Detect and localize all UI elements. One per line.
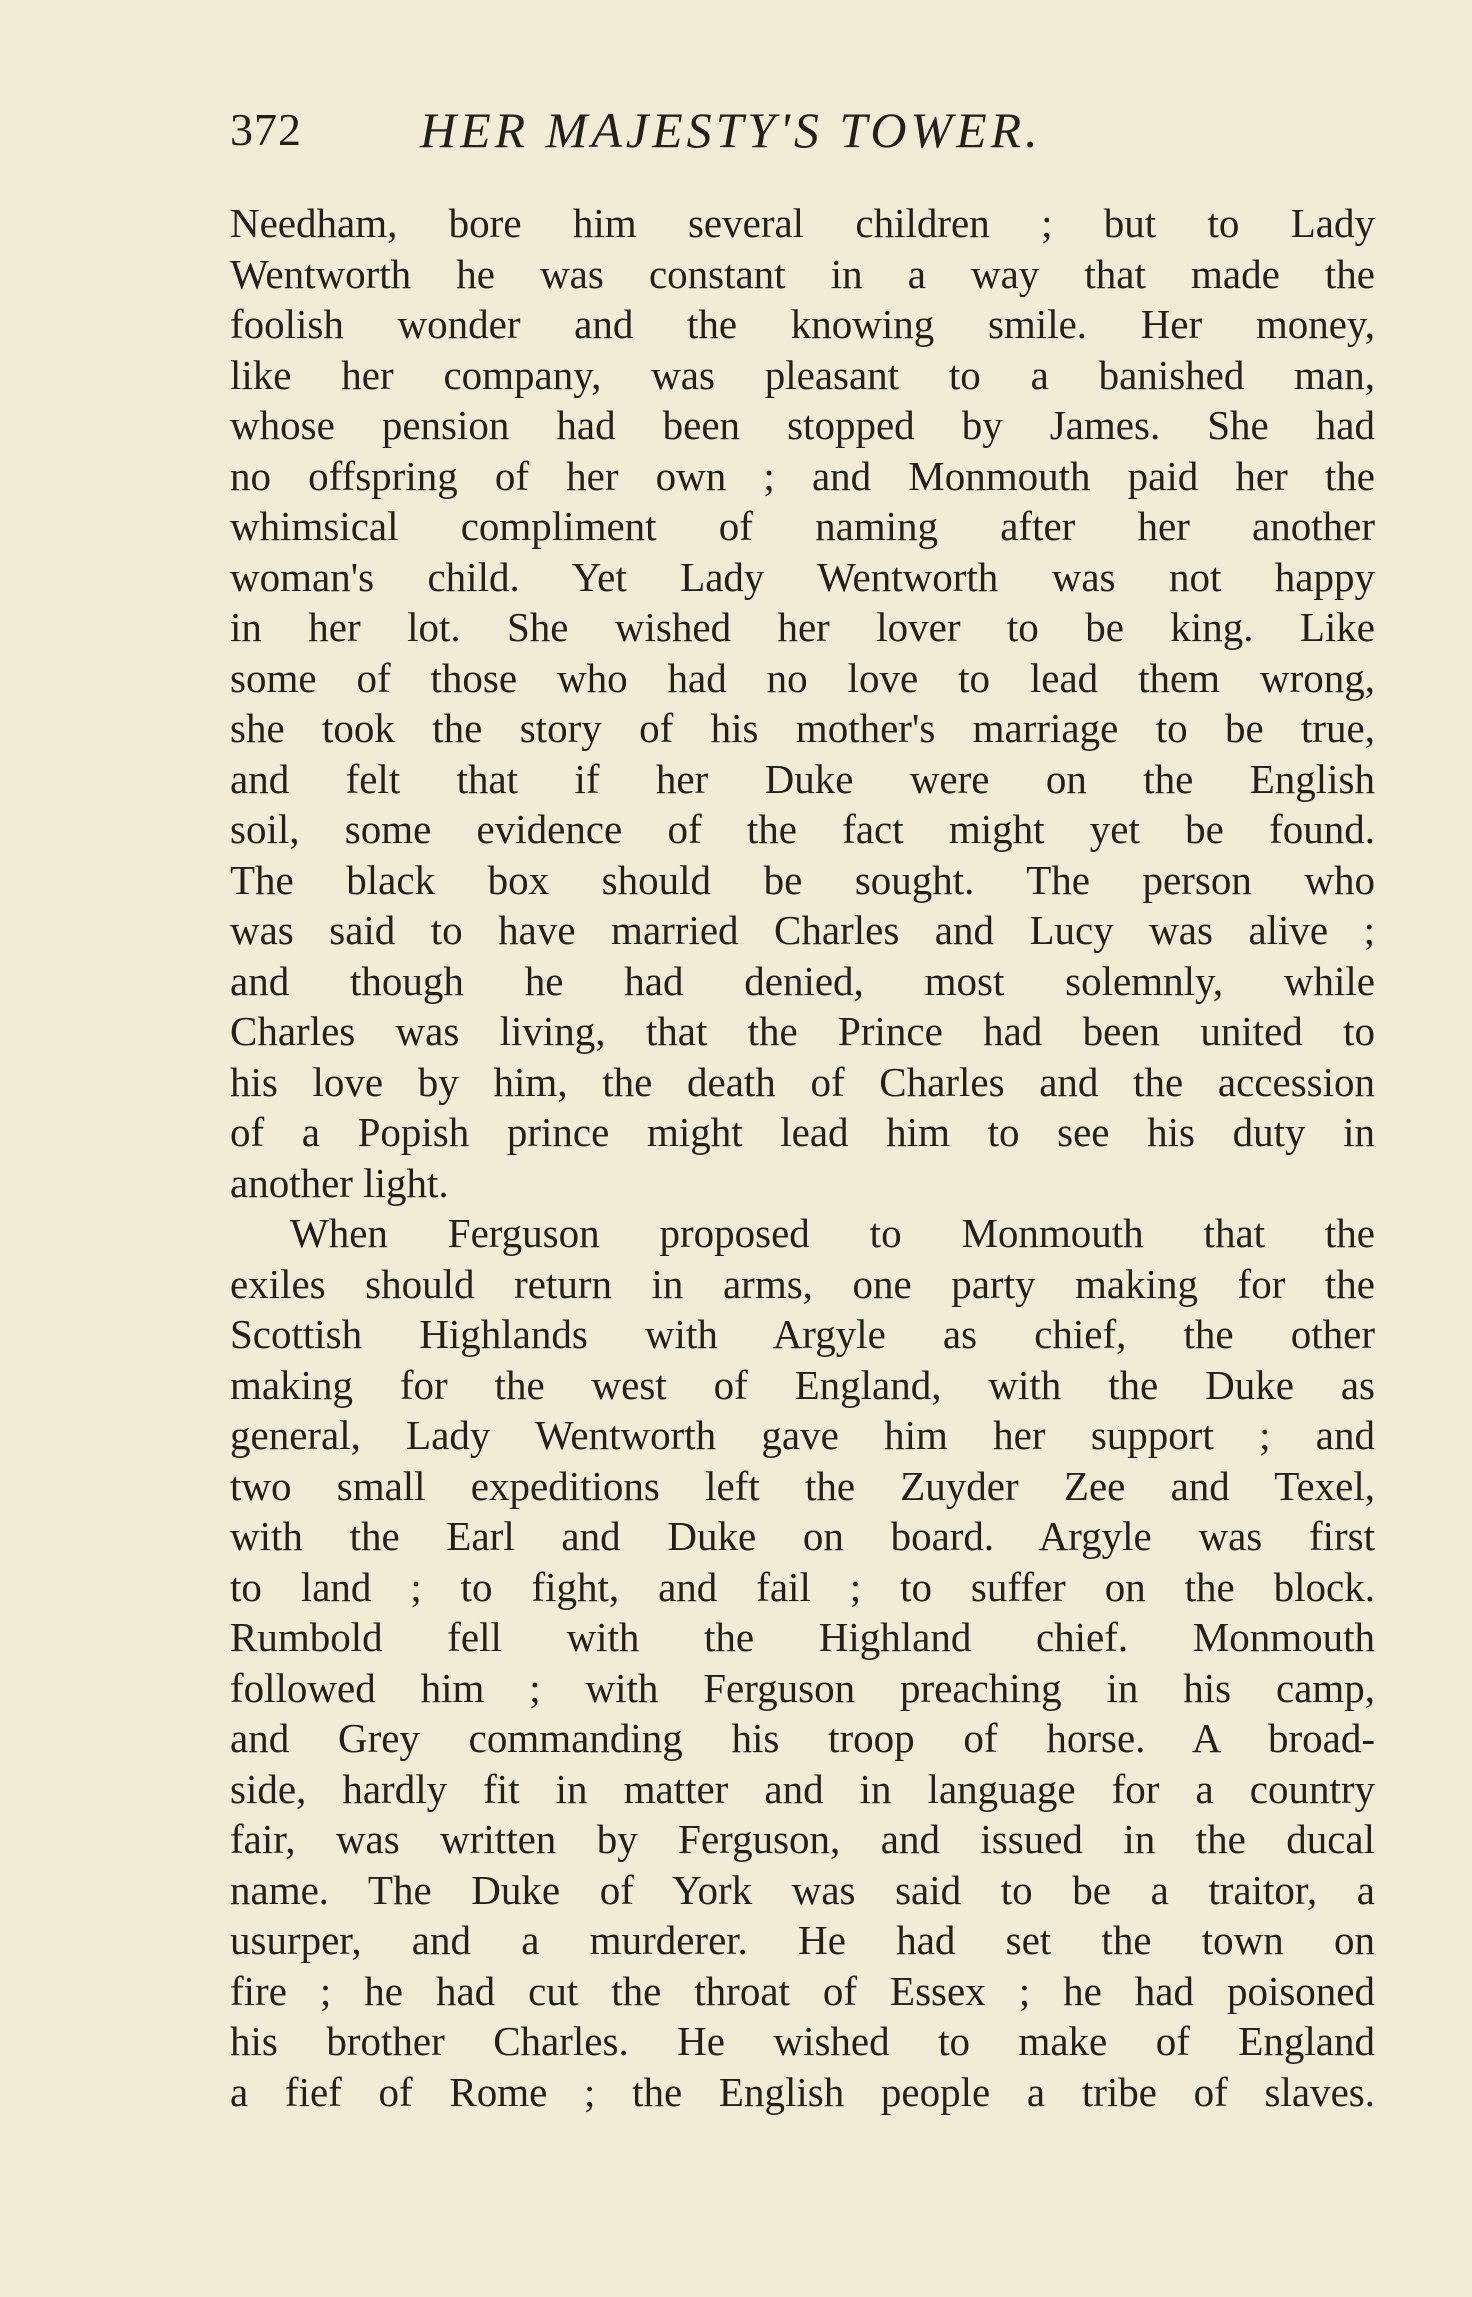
text-line: and felt that if her Duke were on the English [230,755,1375,802]
text-line: The black box should be sought. The person who [230,856,1375,903]
text-line: no offspring of her own ; and Monmouth paid her the [230,452,1375,499]
text-line: two small expeditions left the Zuyder Zee and Texel, [230,1462,1375,1509]
text-line: whimsical compliment of naming after her another [230,503,1375,549]
page-header [230,95,1380,165]
text-line: and Grey commanding his troop of horse. A broad- [230,1715,1375,1761]
text-line: exiles should return in arms, one party making for the [230,1260,1375,1307]
text-line: and though he had denied, most solemnly, while [230,957,1375,1004]
text-line: to land ; to fight, and fail ; to suffer on the block. [230,1563,1375,1610]
text-line: his love by him, the death of Charles and the accession [230,1058,1375,1105]
text-line: making for the west of England, with the Duke as [230,1361,1375,1408]
text-line: Wentworth he was constant in a way that made the [230,250,1375,297]
text-line: of a Popish prince might lead him to see his duty in [230,1109,1375,1155]
body-text [230,198,1375,2117]
text-line: foolish wonder and the knowing smile. Her money, [230,301,1375,347]
text-line: some of those who had no love to lead them wrong, [230,654,1375,701]
text-line: woman's child. Yet Lady Wentworth was not happy [230,553,1375,600]
text-line: Scottish Highlands with Argyle as chief, the other [230,1311,1375,1357]
text-line: like her company, was pleasant to a banished man, [230,351,1375,398]
text-line: whose pension had been stopped by James. She had [230,402,1375,448]
page-number: 372 [230,104,302,155]
text-line: name. The Duke of York was said to be a traitor, a [230,1866,1375,1913]
text-line: soil, some evidence of the fact might yet be found. [230,806,1375,852]
text-line: Rumbold fell with the Highland chief. Monmouth [230,1614,1375,1660]
text-line: Needham, bore him several children ; but to Lady [230,200,1375,246]
text-line: followed him ; with Ferguson preaching in his camp, [230,1664,1375,1711]
text-line: with the Earl and Duke on board. Argyle was first [230,1513,1375,1559]
text-line: Charles was living, that the Prince had been united to [230,1008,1375,1054]
text-line: general, Lady Wentworth gave him her support ; and [230,1412,1375,1458]
text-line: was said to have married Charles and Lucy was alive ; [230,907,1375,953]
paragraph-first-line: When Ferguson proposed to Monmouth that the [290,1210,1375,1256]
text-line: side, hardly fit in matter and in language for a country [230,1765,1375,1812]
paragraph-last-line: another light. [230,1159,449,1206]
text-line: his brother Charles. He wished to make of England [230,2018,1375,2064]
text-line: fair, was written by Ferguson, and issued in the ducal [230,1816,1375,1862]
text-line: a fief of Rome ; the English people a tribe of slaves. [230,2068,1375,2115]
text-line: she took the story of his mother's marriage to be true, [230,705,1375,751]
text-line: fire ; he had cut the throat of Essex ; he had poisoned [230,1967,1375,2014]
text-line: in her lot. She wished her lover to be king. Like [230,604,1375,650]
running-head: HER MAJESTY'S TOWER. [420,102,1042,158]
text-line: usurper, and a murderer. He had set the town on [230,1917,1375,1963]
